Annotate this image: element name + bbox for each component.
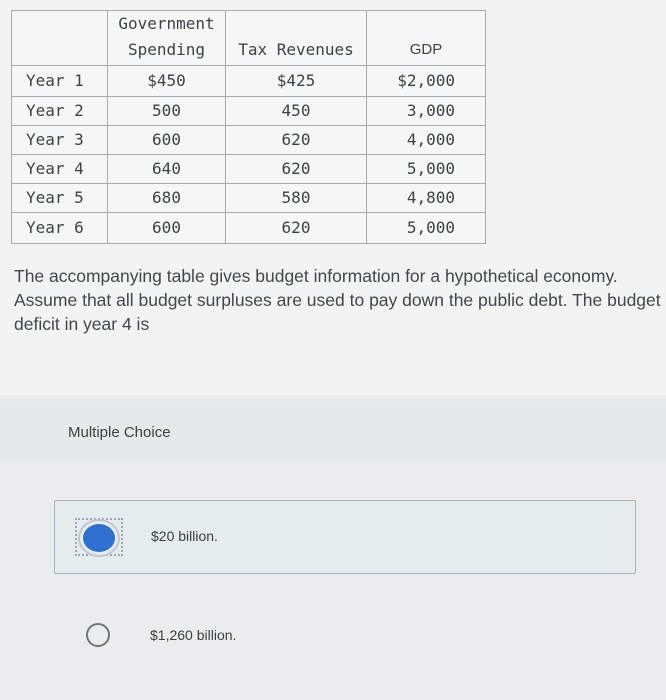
radio-unselected-icon[interactable] <box>86 623 110 647</box>
row-tax-revenues: $425 <box>226 66 367 97</box>
row-year: Year 1 <box>12 66 108 97</box>
budget-table <box>11 10 486 244</box>
row-year: Year 3 <box>12 126 108 155</box>
question-text: The accompanying table gives budget information for a hypothetical economy. Assume that all budget surpluses are used to pay down the public debt. The budget deficit in year 4 is <box>14 266 661 334</box>
radio-selected-icon[interactable] <box>83 524 115 552</box>
header-gov-line1: Government <box>118 14 215 33</box>
row-gdp: 4,800 <box>367 184 486 213</box>
row-gdp: $2,000 <box>367 66 486 97</box>
table-row <box>12 66 486 97</box>
row-gdp: 5,000 <box>367 213 486 244</box>
row-gov-spending: 600 <box>108 213 226 244</box>
row-gov-spending: 640 <box>108 155 226 184</box>
header-gov-line2: Spending <box>127 40 206 59</box>
row-tax-revenues: 620 <box>226 126 367 155</box>
row-gdp: 3,000 <box>367 97 486 126</box>
row-tax-revenues: 620 <box>226 213 367 244</box>
row-gov-spending: 600 <box>108 126 226 155</box>
row-gov-spending: 500 <box>108 97 226 126</box>
header-tax-revenues: Tax Revenues <box>226 11 367 66</box>
row-year: Year 2 <box>12 97 108 126</box>
row-gdp: 5,000 <box>367 155 486 184</box>
row-year: Year 4 <box>12 155 108 184</box>
row-tax-revenues: 580 <box>226 184 367 213</box>
row-tax-revenues: 450 <box>226 97 367 126</box>
table-row <box>12 97 486 126</box>
header-government-spending <box>108 11 226 66</box>
row-year: Year 5 <box>12 184 108 213</box>
row-year: Year 6 <box>12 213 108 244</box>
budget-table-container <box>11 10 486 244</box>
header-corner <box>12 11 108 66</box>
row-gdp: 4,000 <box>367 126 486 155</box>
table-row <box>12 126 486 155</box>
header-gdp: GDP <box>367 11 486 66</box>
table-row <box>12 155 486 184</box>
row-tax-revenues: 620 <box>226 155 367 184</box>
row-gov-spending: $450 <box>108 66 226 97</box>
table-row <box>12 184 486 213</box>
choice-label: $20 billion. <box>151 528 218 544</box>
choice-label: $1,260 billion. <box>150 627 237 643</box>
row-gov-spending: 680 <box>108 184 226 213</box>
table-row <box>12 213 486 244</box>
table-header-row <box>12 11 486 66</box>
choice-option-1[interactable] <box>54 500 636 574</box>
multiple-choice-title: Multiple Choice <box>68 424 171 441</box>
multiple-choice-header <box>0 405 666 462</box>
choice-option-2[interactable] <box>54 600 634 672</box>
